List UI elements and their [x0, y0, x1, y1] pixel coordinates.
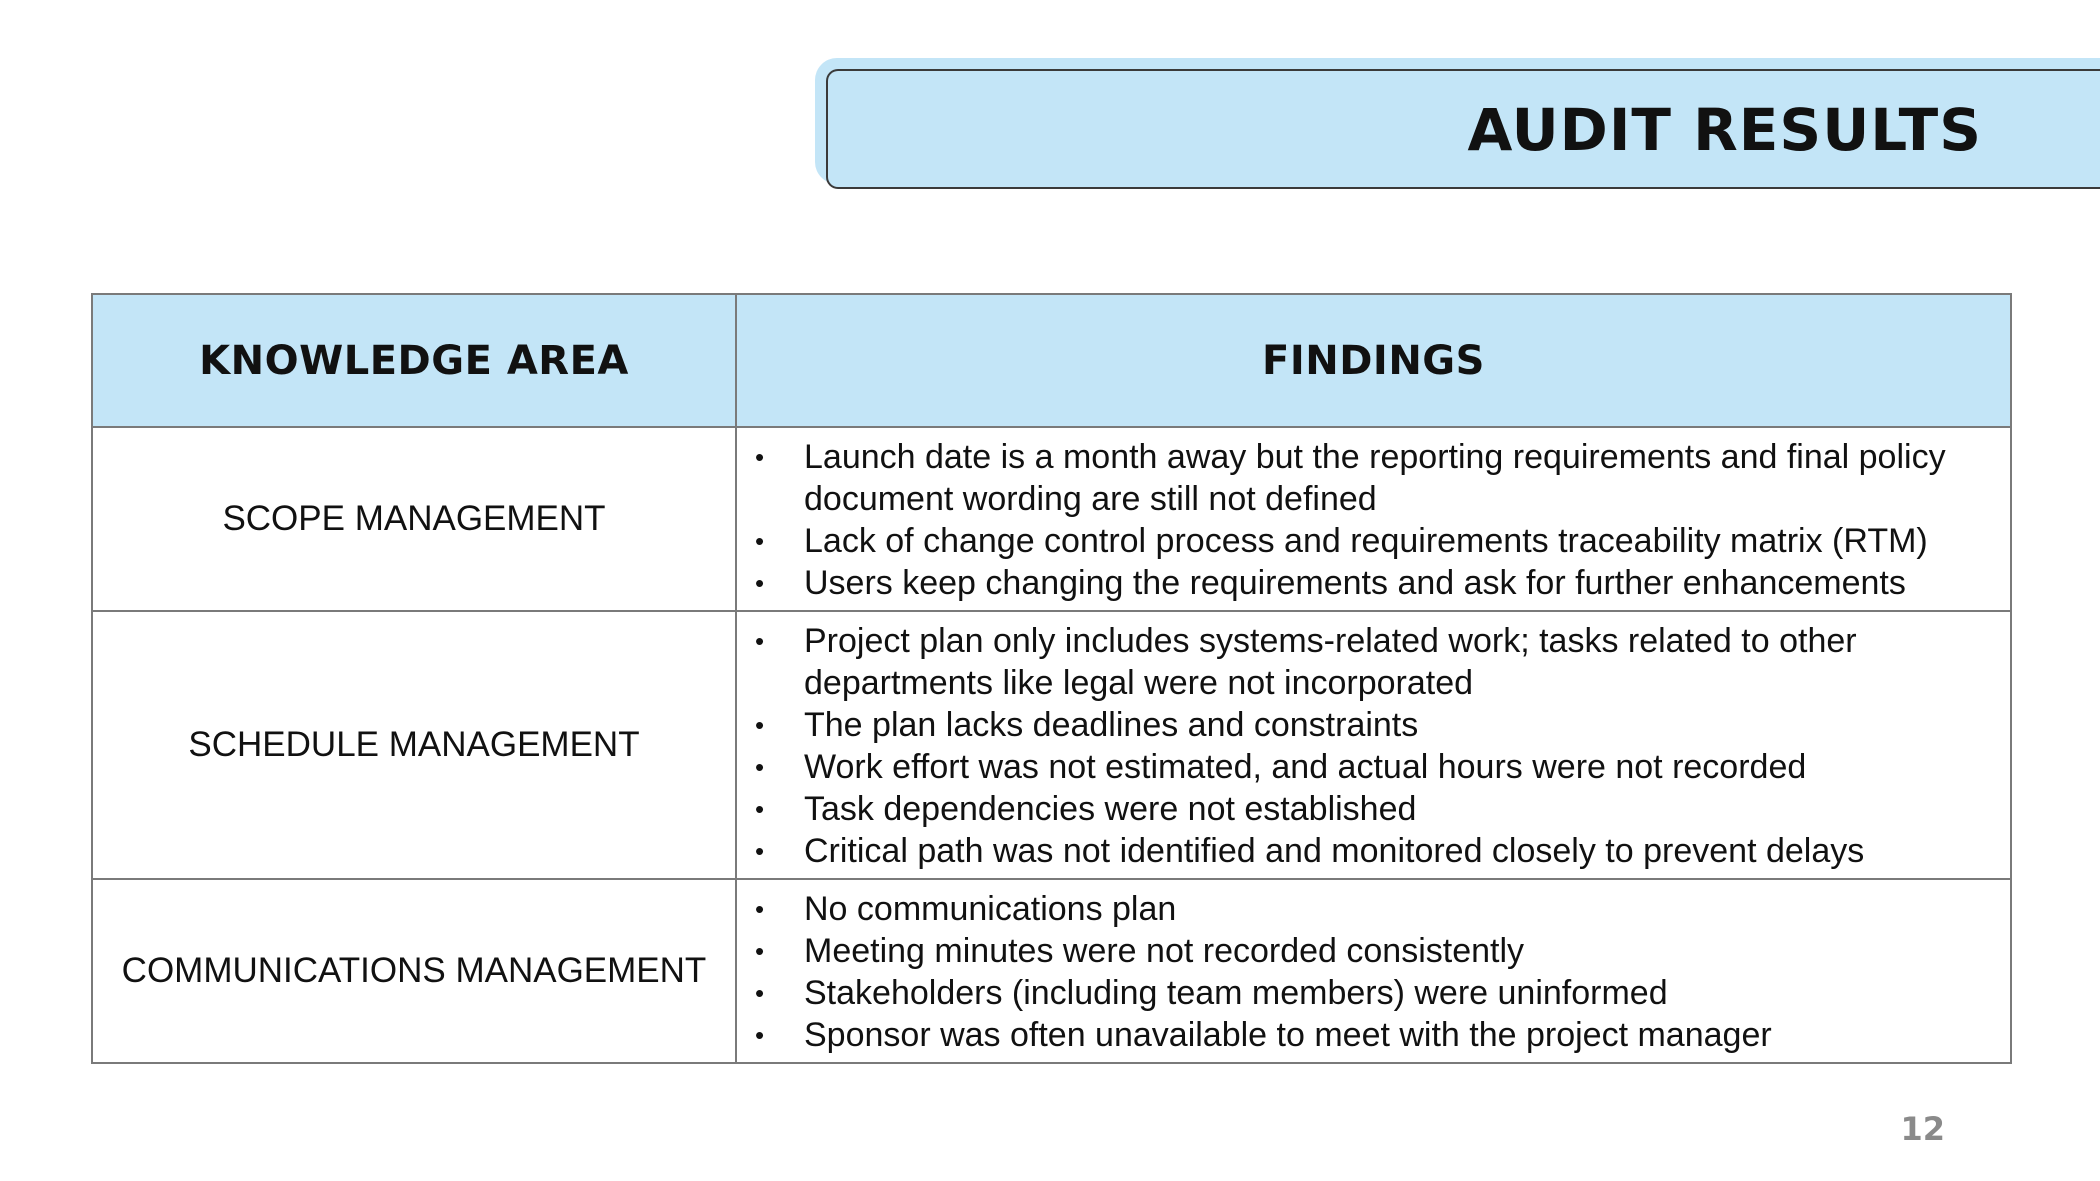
bullet-icon: •: [755, 710, 765, 740]
findings-cell: [736, 427, 2011, 611]
finding-text: Launch date is a month away but the reporting requirements and final policy document wording are still not defined: [804, 438, 1946, 518]
table-header-row: [92, 294, 2011, 427]
finding-text: Meeting minutes were not recorded consistently: [804, 932, 1525, 970]
bullet-icon: •: [755, 568, 765, 598]
knowledge-area-cell: SCOPE MANAGEMENT: [92, 427, 736, 611]
finding-item: [747, 1014, 2000, 1056]
finding-item: [747, 888, 2000, 930]
finding-text: Users keep changing the requirements and ask for further enhancements: [804, 564, 1906, 602]
finding-item: [747, 562, 2000, 604]
bullet-icon: •: [755, 794, 765, 824]
finding-item: [747, 788, 2000, 830]
findings-list: [747, 620, 2000, 872]
finding-text: Task dependencies were not established: [804, 790, 1417, 828]
bullet-icon: •: [755, 836, 765, 866]
header-findings: FINDINGS: [736, 294, 2011, 427]
table-row: [92, 611, 2011, 879]
bullet-icon: •: [755, 978, 765, 1008]
finding-text: Project plan only includes systems-related work; tasks related to other departments like legal were not incorporated: [804, 622, 1857, 702]
table-row: [92, 427, 2011, 611]
finding-item: [747, 620, 2000, 704]
finding-text: No communications plan: [804, 890, 1177, 928]
page-number: 12: [1900, 1110, 1945, 1148]
finding-text: Sponsor was often unavailable to meet with the project manager: [804, 1016, 1772, 1054]
bullet-icon: •: [755, 1020, 765, 1050]
finding-text: Work effort was not estimated, and actual hours were not recorded: [804, 748, 1807, 786]
finding-item: [747, 930, 2000, 972]
finding-item: [747, 746, 2000, 788]
finding-text: The plan lacks deadlines and constraints: [804, 706, 1419, 744]
findings-cell: [736, 879, 2011, 1063]
bullet-icon: •: [755, 626, 765, 656]
findings-list: [747, 888, 2000, 1056]
finding-item: [747, 972, 2000, 1014]
bullet-icon: •: [755, 526, 765, 556]
finding-text: Lack of change control process and requirements traceability matrix (RTM): [804, 522, 1928, 560]
finding-item: [747, 830, 2000, 872]
finding-text: Critical path was not identified and monitored closely to prevent delays: [804, 832, 1865, 870]
bullet-icon: •: [755, 894, 765, 924]
finding-item: [747, 436, 2000, 520]
finding-item: [747, 520, 2000, 562]
bullet-icon: •: [755, 936, 765, 966]
findings-list: [747, 436, 2000, 604]
findings-cell: [736, 611, 2011, 879]
audit-results-table: [91, 293, 2012, 1064]
table-row: [92, 879, 2011, 1063]
slide-title: AUDIT RESULTS: [1467, 96, 1982, 164]
bullet-icon: •: [755, 442, 765, 472]
finding-item: [747, 704, 2000, 746]
knowledge-area-cell: SCHEDULE MANAGEMENT: [92, 611, 736, 879]
header-knowledge-area: KNOWLEDGE AREA: [92, 294, 736, 427]
finding-text: Stakeholders (including team members) were uninformed: [804, 974, 1668, 1012]
bullet-icon: •: [755, 752, 765, 782]
knowledge-area-cell: COMMUNICATIONS MANAGEMENT: [92, 879, 736, 1063]
